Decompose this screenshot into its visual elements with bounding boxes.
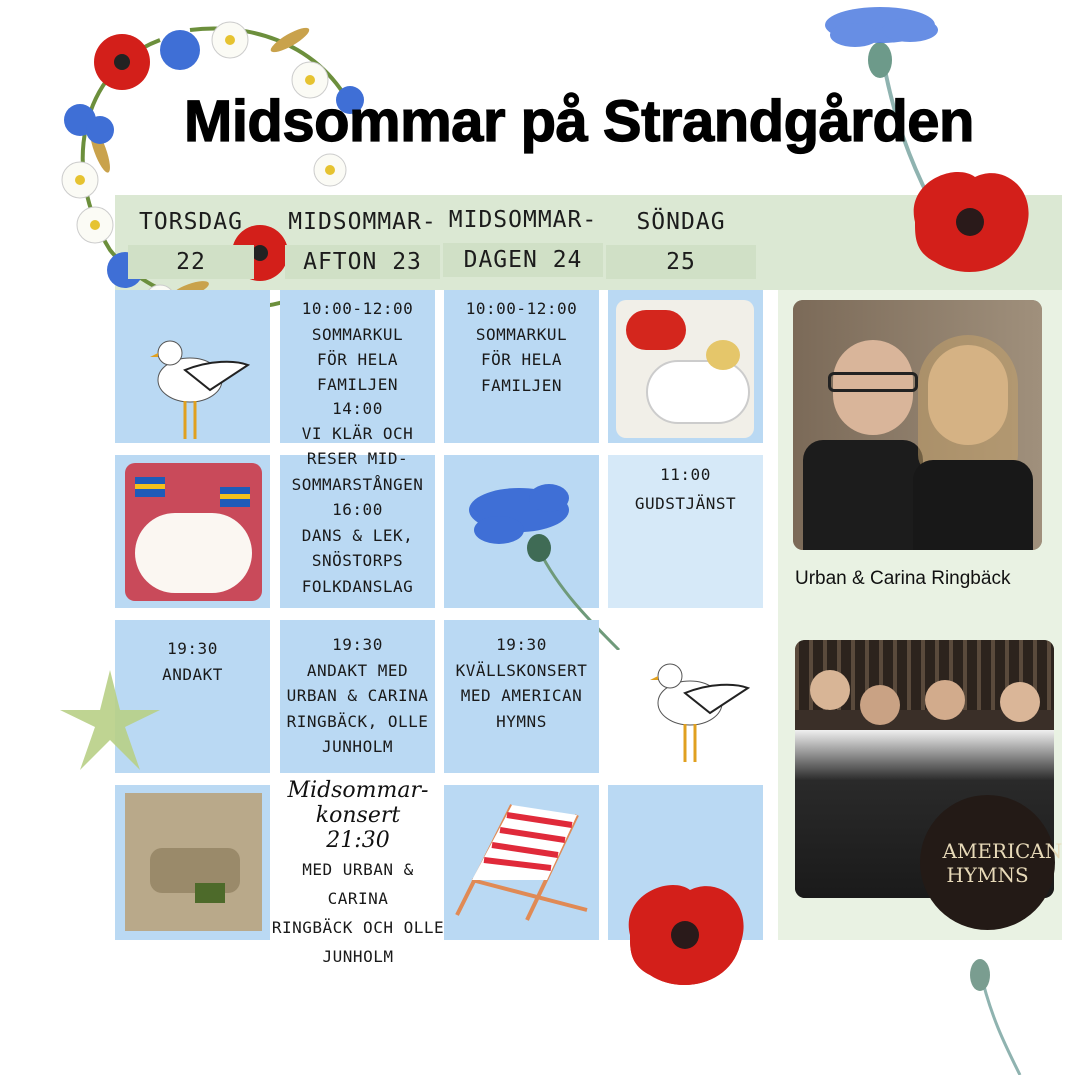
ringback-caption: Urban & Carina Ringbäck [795,568,1011,589]
day-number: DAGEN 24 [443,243,603,277]
day-number: 22 [128,245,254,279]
poppy-icon [620,875,750,995]
sun-morning-cell [608,290,763,443]
thu-morning-cell [115,290,270,443]
day-header-midsummer-day [443,203,603,277]
day-header-sunday [606,205,756,279]
concert-title: konsert [315,803,401,828]
day-number: 25 [606,245,756,279]
herring-plate-photo [616,300,754,438]
concert-schedule: Midsommar- konsert 21:30 MED URBAN & CARINA RINGBÄCK OCH OLLE JUNHOLM [268,778,448,971]
sandcastle-photo [125,793,262,931]
sat-morning-schedule: 10:00-12:00 SOMMARKUL FÖR HELA FAMILJEN [465,299,578,395]
sat-midday-cell [444,455,599,608]
ringback-photo [793,300,1042,550]
day-name: MIDSOMMAR- [448,207,598,233]
sat-night-cell [444,785,599,940]
sat-evening-schedule: 19:30 KVÄLLSKONSERT MED AMERICAN HYMNS [455,635,588,731]
seagull-icon [150,335,250,440]
cornflower-bud-icon [960,955,1030,1075]
poppy-icon [905,162,1035,282]
fri-daytime-schedule: 10:00-12:00 SOMMARKUL FÖR HELA FAMILJEN 14:00 VI KLÄR OCH RESER MID- SOMMARSTÅNGEN 16:00 DANS & LEK, SNÖSTORPS FOLKDANSLAG [291,299,424,596]
strawberry-cake-photo [125,463,262,601]
deck-chair-icon [452,800,592,925]
concert-title: Midsommar- [287,778,429,803]
fri-evening-schedule: 19:30 ANDAKT MED URBAN & CARINA RINGBÄCK, OLLE JUNHOLM [286,635,429,756]
day-header-thursday [128,205,254,279]
concert-time: 21:30 [326,828,390,853]
seagull-icon [650,658,750,763]
american-hymns-logo: AMERICAN HYMNS [920,795,1055,930]
page-title: Midsommar på Strandgården [184,89,974,154]
flower-wreath-icon [40,0,400,330]
day-name: MIDSOMMAR- [288,209,437,235]
thu-evening-schedule: 19:30 ANDAKT [162,639,223,684]
day-name: TORSDAG [139,209,243,235]
day-number: AFTON 23 [285,245,440,279]
thu-midday-cell [115,455,270,608]
day-name: SÖNDAG [636,209,726,235]
sun-service-schedule: 11:00 GUDSTJÄNST [634,465,737,513]
thu-night-cell [115,785,270,940]
day-header-midsummer-eve [285,205,440,279]
